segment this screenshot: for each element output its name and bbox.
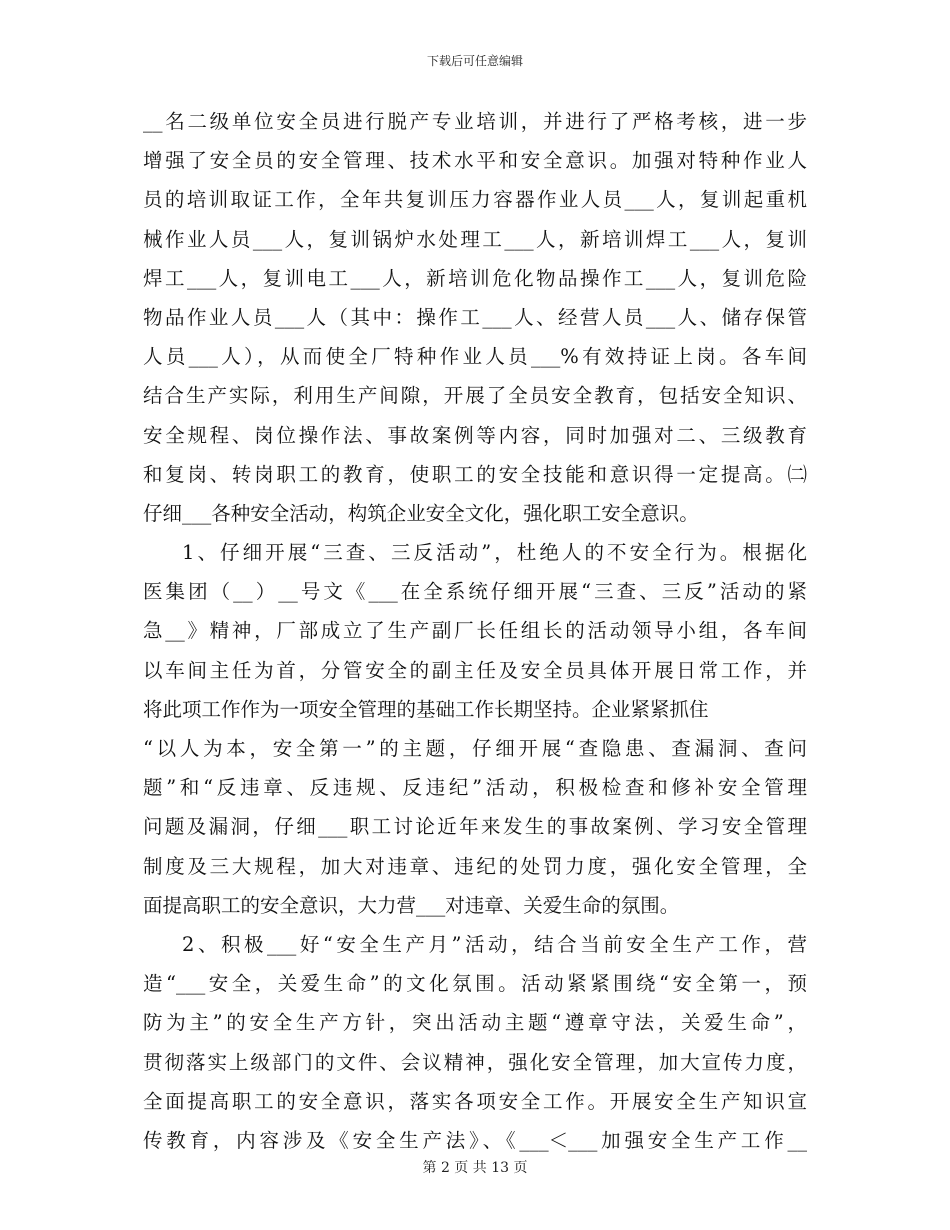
- text-line: 制度及三大规程，加大对违章、违纪的处罚力度，强化安全管理，全: [143, 854, 807, 878]
- document-body: [143, 102, 807, 1160]
- text-line: 面提高职工的安全意识，大力营___对违章、关爱生命的氛围。: [143, 893, 680, 917]
- text-line: 防为主”的安全生产方针，突出活动主题“遵章守法，关爱生命”，: [143, 1011, 807, 1035]
- text-line: 题”和“反违章、反违规、反违纪”活动，积极检查和修补安全管理: [143, 776, 807, 800]
- text-line: 传教育，内容涉及《安全生产法》、《___＜___加强安全生产工作__: [143, 1128, 807, 1152]
- text-line: 增强了安全员的安全管理、技术水平和安全意识。加强对特种作业人: [143, 149, 807, 173]
- text-line: 以车间主任为首，分管安全的副主任及安全员具体开展日常工作，并: [143, 658, 807, 682]
- text-line: 结合生产实际，利用生产间隙，开展了全员安全教育，包括安全知识、: [143, 384, 807, 408]
- page-header: 下载后可任意编辑: [426, 54, 523, 68]
- text-line: 医集团（__）__号文《___在全系统仔细开展“三查、三反”活动的紧: [143, 580, 807, 604]
- text-line: 员的培训取证工作，全年共复训压力容器作业人员___人，复训起重机: [143, 188, 807, 212]
- text-line: 焊工___人，复训电工___人，新培训危化物品操作工___人，复训危险: [143, 266, 807, 290]
- text-line: 2、积极___好“安全生产月”活动，结合当前安全生产工作，营: [182, 932, 807, 956]
- text-line: 问题及漏洞，仔细___职工讨论近年来发生的事故案例、学习安全管理: [143, 815, 807, 839]
- text-line: 仔细___各种安全活动，构筑企业安全文化，强化职工安全意识。: [143, 501, 699, 525]
- text-line: 造“___安全，关爱生命”的文化氛围。活动紧紧围绕“安全第一，预: [143, 972, 807, 996]
- text-line: 人员___人），从而使全厂特种作业人员___%有效持证上岗。各车间: [143, 345, 807, 369]
- text-line: 械作业人员___人，复训锅炉水处理工___人，新培训焊工___人，复训: [143, 227, 807, 251]
- text-line: “以人为本，安全第一”的主题，仔细开展“查隐患、查漏洞、查问: [143, 737, 807, 760]
- text-line: 1、仔细开展“三查、三反活动”，杜绝人的不安全行为。根据化: [182, 541, 807, 565]
- text-line: 全面提高职工的安全意识，落实各项安全工作。开展安全生产知识宣: [143, 1089, 807, 1113]
- text-line: 贯彻落实上级部门的文件、会议精神，强化安全管理，加大宣传力度，: [143, 1050, 807, 1074]
- text-line: __名二级单位安全员进行脱产专业培训，并进行了严格考核，进一步: [143, 110, 807, 133]
- text-line: 安全规程、岗位操作法、事故案例等内容，同时加强对二、三级教育: [143, 423, 807, 447]
- page-footer: 第 2 页 共 13 页: [422, 1160, 528, 1176]
- text-line: 和复岗、转岗职工的教育，使职工的安全技能和意识得一定提高。㈡: [143, 462, 807, 486]
- text-line: 急__》精神，厂部成立了生产副厂长任组长的活动领导小组，各车间: [143, 619, 807, 643]
- text-line: 物品作业人员___人（其中：操作工___人、经营人员___人、储存保管: [143, 305, 807, 329]
- text-line: 将此项工作作为一项安全管理的基础工作长期坚持。企业紧紧抓住: [143, 697, 709, 721]
